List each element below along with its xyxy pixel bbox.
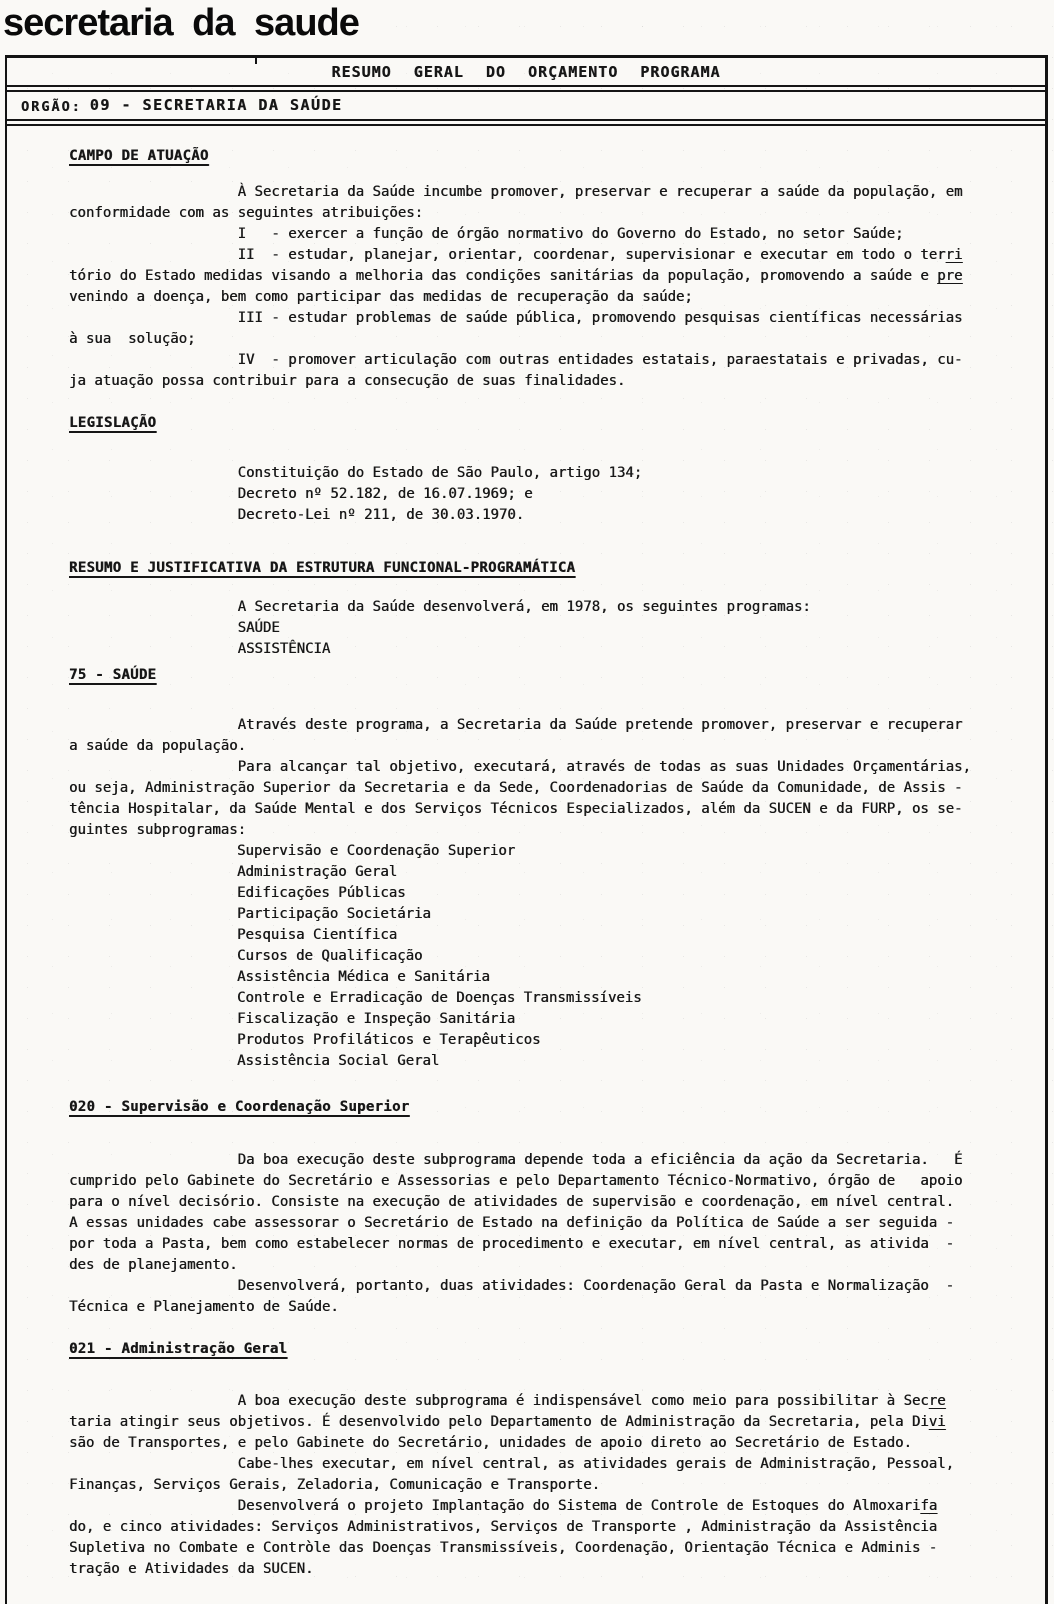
orgao-value: 09 - SECRETARIA DA SAÚDE bbox=[89, 95, 343, 114]
document-frame bbox=[5, 55, 1048, 1604]
underlined-syllable: pre bbox=[937, 267, 963, 284]
section-heading: RESUMO E JUSTIFICATIVA DA ESTRUTURA FUNCIONAL-PROGRAMÁTICA bbox=[69, 559, 576, 576]
orgao-row bbox=[7, 92, 1045, 119]
text-line: tência Hospitalar, da Saúde Mental e dos Serviços Técnicos Especializados, além da SUCEN e da FURP, os se- bbox=[69, 801, 963, 818]
list-item: Participação Societária bbox=[237, 906, 431, 923]
text-line: à sua solução; bbox=[69, 330, 196, 347]
text-line: Desenvolverá, portanto, duas atividades: Coordenação Geral da Pasta e Normalização - bbox=[69, 1277, 955, 1294]
text-segment: II - estudar, planejar, orientar, coordenar, supervisionar e executar em todo o ter bbox=[69, 246, 946, 263]
underlined-syllable: vi bbox=[928, 1414, 946, 1431]
list-item: Controle e Erradicação de Doenças Transmissíveis bbox=[237, 990, 642, 1007]
top-border-tick bbox=[255, 58, 257, 64]
paragraph bbox=[69, 1150, 995, 1276]
double-rule bbox=[7, 85, 1045, 92]
list-item: Cursos de Qualificação bbox=[237, 948, 423, 965]
blank-space bbox=[69, 1318, 995, 1339]
blank-space bbox=[69, 167, 995, 182]
section-heading: LEGISLAÇÃO bbox=[69, 414, 157, 431]
text-line: são de Transportes, e pelo Gabinete do Secretário, unidades de apoio direto ao Secretário de Estado. bbox=[69, 1435, 912, 1452]
subprogram-list bbox=[69, 841, 995, 1072]
list-item: Fiscalização e Inspeção Sanitária bbox=[237, 1011, 516, 1028]
blank-space bbox=[69, 1360, 995, 1392]
section-heading: CAMPO DE ATUAÇÃO bbox=[69, 148, 209, 164]
text-line bbox=[69, 266, 995, 287]
text-segment: tório do Estado medidas visando a melhoria das condições sanitárias da população, promovendo a saúde e bbox=[69, 267, 938, 284]
text-line: SAÚDE bbox=[69, 620, 280, 637]
text-line: ja atuação possa contribuir para a consecução de suas finalidades. bbox=[69, 372, 626, 389]
text-line bbox=[69, 1412, 995, 1433]
agency-logo-title: secretaria da saude bbox=[3, 2, 359, 44]
text-line: Cabe-lhes executar, em nível central, as atividades gerais de Administração, Pessoal, bbox=[69, 1456, 955, 1473]
text-line: IV - promover articulação com outras entidades estatais, paraestatais e privadas, cu- bbox=[69, 351, 963, 368]
paragraph bbox=[69, 1391, 995, 1454]
text-line: Através deste programa, a Secretaria da Saúde pretende promover, preservar e recuperar bbox=[69, 717, 963, 734]
text-line: Decreto nº 52.182, de 16.07.1969; e bbox=[69, 486, 533, 503]
text-line: para o nível decisório. Consiste na execução de atividades de supervisão e coordenação, em nível central. bbox=[69, 1193, 955, 1210]
paragraph bbox=[69, 350, 995, 392]
underlined-syllable: ri bbox=[945, 246, 963, 263]
blank-space bbox=[69, 1072, 995, 1097]
text-segment: Desenvolverá o projeto Implantação do Sistema de Controle de Estoques do Almoxari bbox=[69, 1498, 921, 1515]
paragraph bbox=[69, 1496, 995, 1580]
list-item: Supervisão e Coordenação Superior bbox=[237, 843, 516, 860]
section-heading: 020 - Supervisão e Coordenação Superior bbox=[69, 1099, 410, 1116]
blank-space bbox=[69, 686, 995, 715]
underlined-syllable: fa bbox=[920, 1498, 938, 1515]
report-title: RESUMO GERAL DO ORÇAMENTO PROGRAMA bbox=[331, 62, 721, 81]
text-line: do, e cinco atividades: Serviços Administrativos, Serviços de Transporte , Administração da Assistência bbox=[69, 1519, 938, 1536]
blank-space bbox=[69, 579, 995, 598]
text-segment: taria atingir seus objetivos. É desenvolvido pelo Departamento de Administração da Secretaria, pela Di bbox=[69, 1414, 929, 1431]
paragraph bbox=[69, 308, 995, 350]
text-line: a saúde da população. bbox=[69, 738, 247, 755]
paragraph bbox=[69, 245, 995, 308]
text-line: III - estudar problemas de saúde pública, promovendo pesquisas científicas necessárias bbox=[69, 309, 963, 326]
text-line: tração e Atividades da SUCEN. bbox=[69, 1561, 314, 1578]
blank-space bbox=[69, 526, 995, 558]
text-line: Técnica e Planejamento de Saúde. bbox=[69, 1298, 339, 1315]
text-line: I - exercer a função de órgão normativo do Governo do Estado, no setor Saúde; bbox=[69, 225, 904, 242]
document-body bbox=[7, 126, 1045, 1580]
list-item: Assistência Médica e Sanitária bbox=[237, 969, 490, 986]
text-line: A essas unidades cabe assessorar o Secretário de Estado na definição da Política de Saúde a ser seguida - bbox=[69, 1214, 955, 1231]
list-item: Assistência Social Geral bbox=[237, 1053, 440, 1070]
text-line: cumprido pelo Gabinete do Secretário e Assessorias e pelo Departamento Técnico-Normativo, órgão de apoio bbox=[69, 1172, 963, 1189]
list-item: Produtos Profiláticos e Terapêuticos bbox=[237, 1032, 541, 1049]
paragraph bbox=[69, 182, 995, 224]
text-line: venindo a doença, bem como participar das medidas de recuperação da saúde; bbox=[69, 288, 693, 305]
text-line: por toda a Pasta, bem como estabelecer normas de procedimento e executar, em nível central, as ativida - bbox=[69, 1235, 955, 1252]
text-line: Constituição do Estado de São Paulo, artigo 134; bbox=[69, 465, 643, 482]
section-heading: 75 - SAÚDE bbox=[69, 666, 157, 683]
text-line: guintes subprogramas: bbox=[69, 822, 247, 839]
text-line bbox=[69, 245, 995, 266]
text-line: À Secretaria da Saúde incumbe promover, preservar e recuperar a saúde da população, em bbox=[69, 183, 963, 200]
double-rule bbox=[7, 119, 1045, 126]
text-line: A Secretaria da Saúde desenvolverá, em 1978, os seguintes programas: bbox=[69, 599, 811, 616]
blank-space bbox=[69, 392, 995, 413]
orgao-label: ORGÃO: bbox=[21, 98, 82, 115]
list-item: Edificações Públicas bbox=[237, 885, 406, 902]
blank-space bbox=[69, 434, 995, 463]
text-line: Supletiva no Combate e Contròle das Doenças Transmissíveis, Coordenação, Orientação Técnica e Adminis - bbox=[69, 1540, 938, 1557]
paragraph bbox=[69, 1276, 995, 1318]
text-line: ASSISTÊNCIA bbox=[69, 641, 331, 658]
text-line: conformidade com as seguintes atribuições: bbox=[69, 204, 424, 221]
text-line bbox=[69, 1496, 995, 1517]
blank-space bbox=[69, 1118, 995, 1150]
paragraph bbox=[69, 1454, 995, 1496]
section-heading: 021 - Administração Geral bbox=[69, 1340, 288, 1357]
list-item: Pesquisa Científica bbox=[237, 927, 398, 944]
paragraph bbox=[69, 757, 995, 841]
text-line: Para alcançar tal objetivo, executará, através de todas as suas Unidades Orçamentárias, bbox=[69, 759, 971, 776]
paragraph bbox=[69, 224, 995, 245]
text-line: Decreto-Lei nº 211, de 30.03.1970. bbox=[69, 507, 525, 524]
list-item: Administração Geral bbox=[237, 864, 398, 881]
text-line: ou seja, Administração Superior da Secretaria e da Sede, Coordenadorias de Saúde da Comunidade, de Assis - bbox=[69, 780, 963, 797]
text-line: des de planejamento. bbox=[69, 1256, 238, 1273]
text-segment: A boa execução deste subprograma é indispensável como meio para possibilitar à Sec bbox=[69, 1393, 929, 1410]
text-line: Da boa execução deste subprograma depende toda a eficiência da ação da Secretaria. É bbox=[69, 1151, 963, 1168]
text-line bbox=[69, 1391, 995, 1412]
paragraph bbox=[69, 597, 995, 660]
paragraph bbox=[69, 715, 995, 757]
paragraph bbox=[69, 463, 995, 526]
underlined-syllable: re bbox=[928, 1393, 946, 1410]
text-line: Finanças, Serviços Gerais, Zeladoria, Comunicação e Transporte. bbox=[69, 1477, 601, 1494]
